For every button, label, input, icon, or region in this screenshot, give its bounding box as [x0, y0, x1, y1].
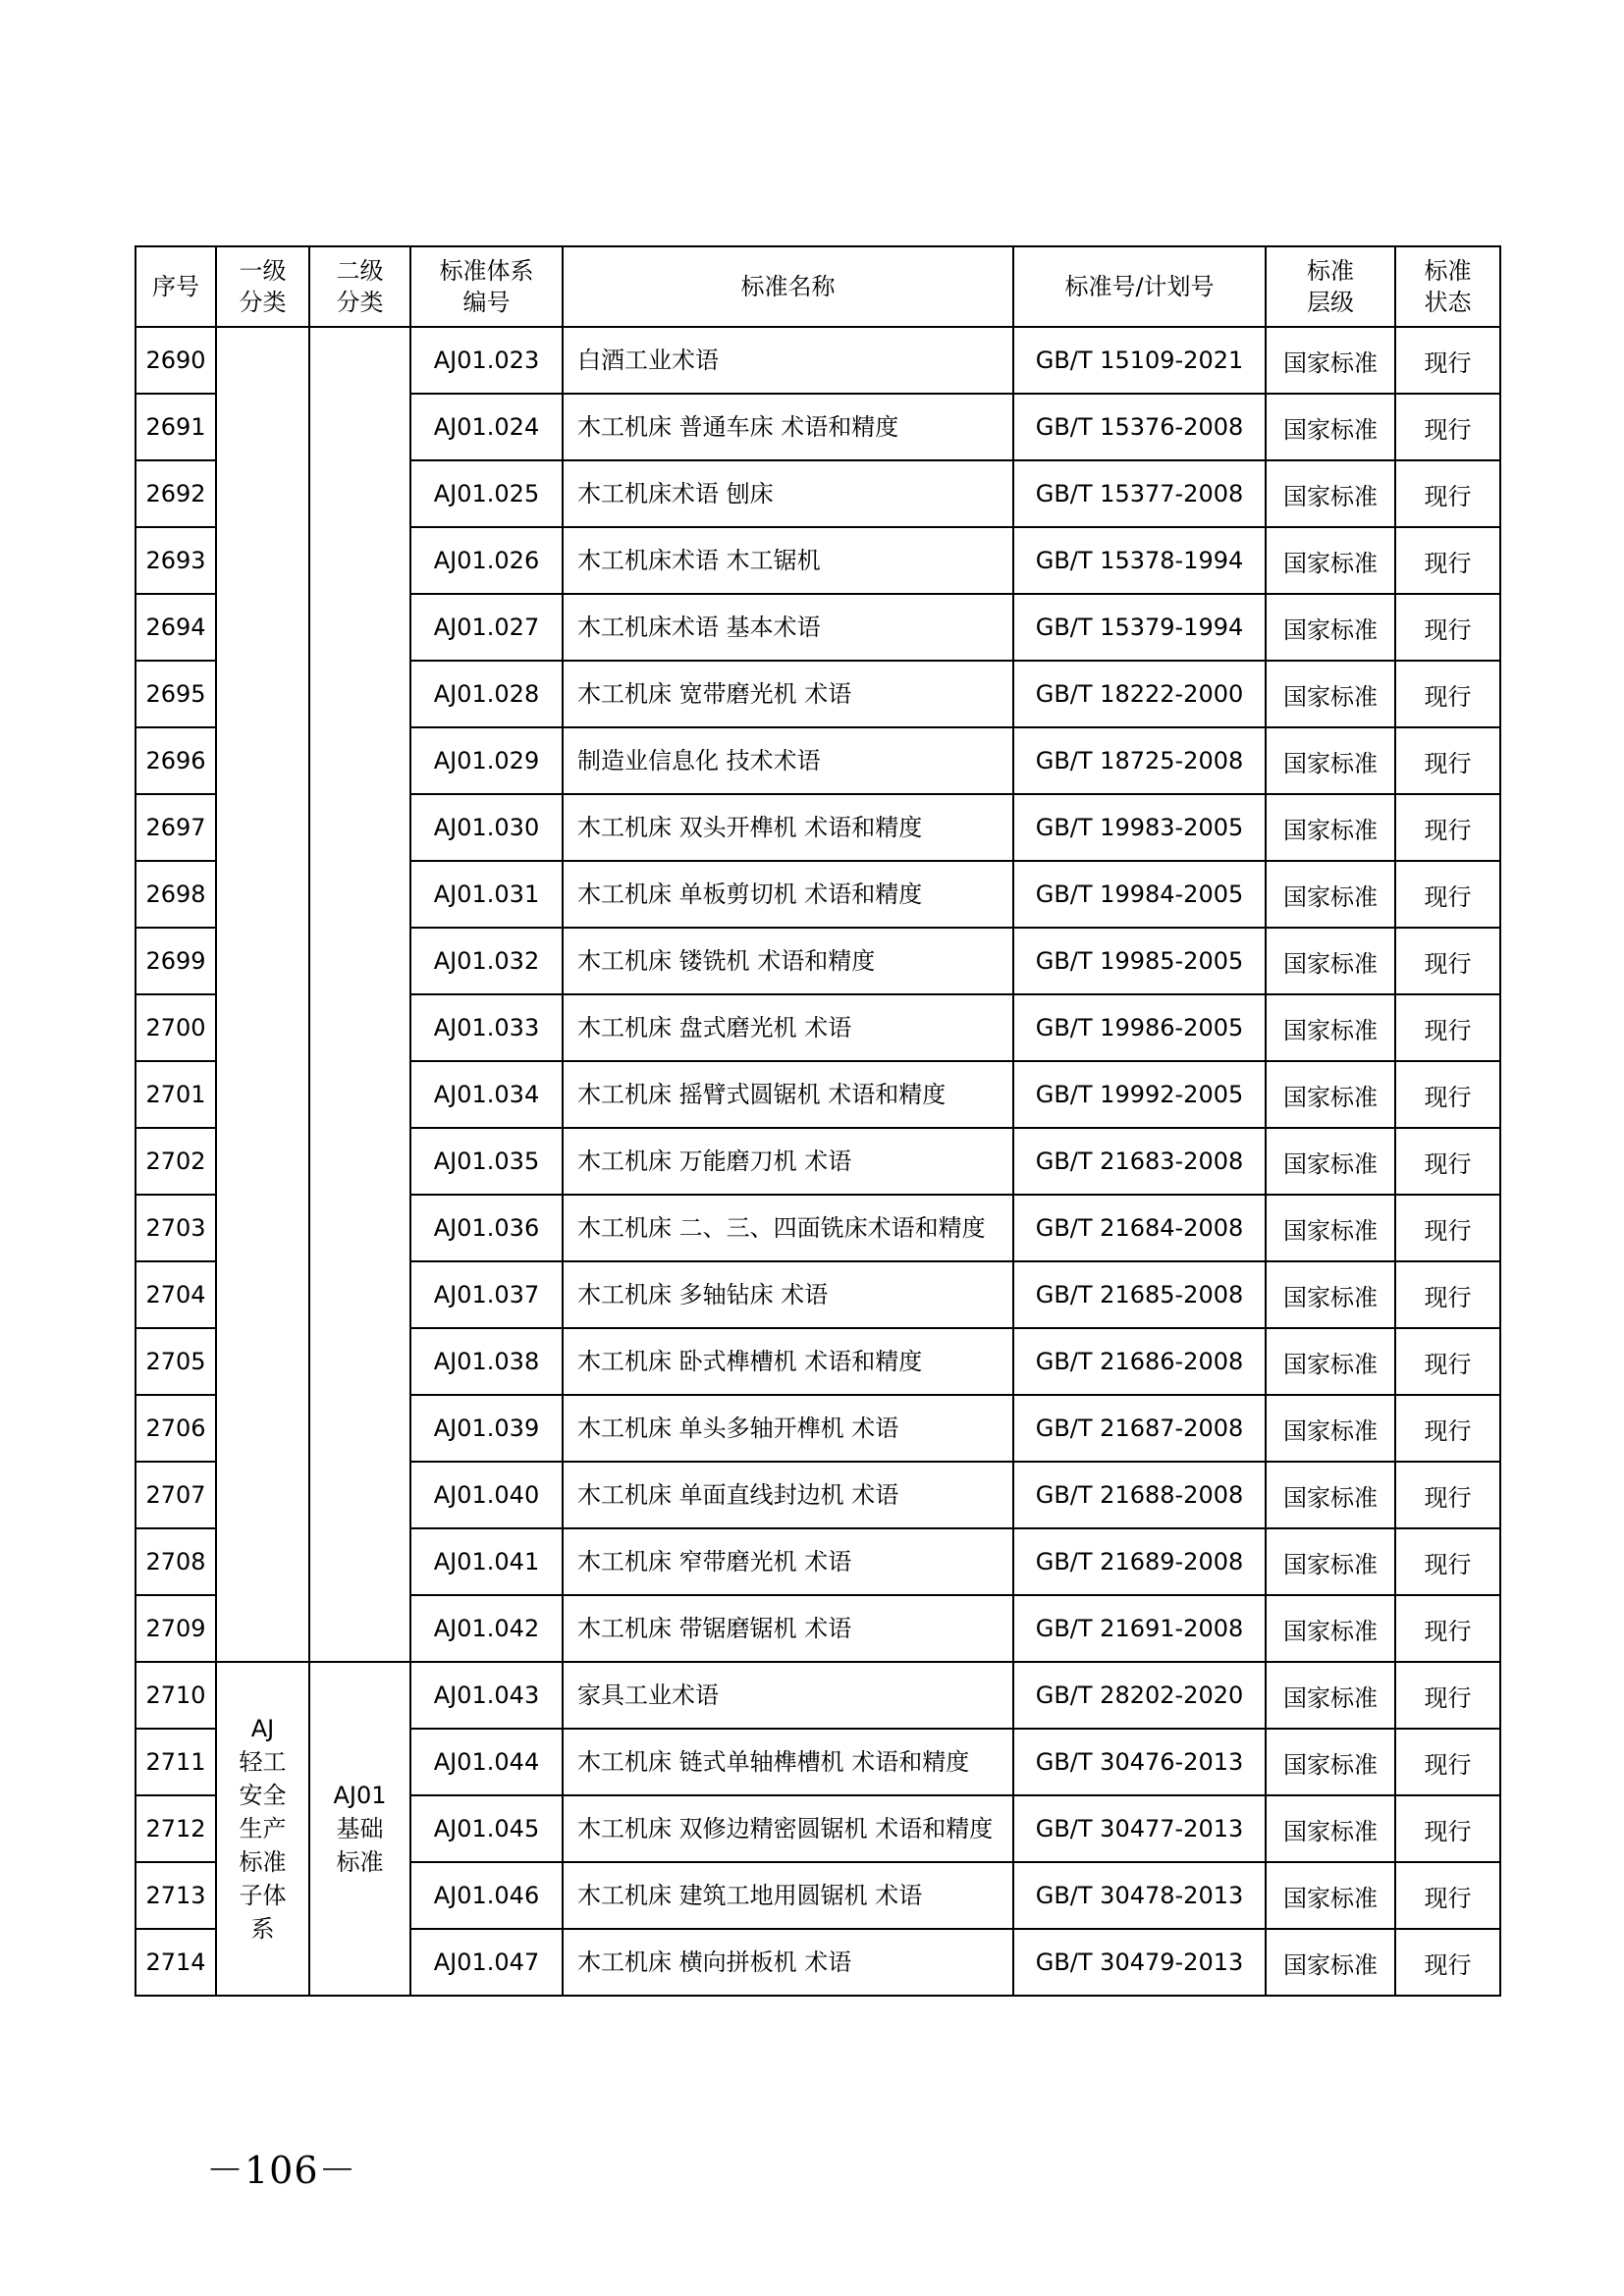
row-status: 现行	[1395, 1528, 1500, 1595]
row-standard-name: 家具工业术语	[563, 1662, 1013, 1729]
row-system-code: AJ01.034	[410, 1061, 563, 1128]
row-status: 现行	[1395, 1328, 1500, 1395]
row-seq: 2696	[135, 727, 216, 794]
row-status: 现行	[1395, 1729, 1500, 1795]
row-status: 现行	[1395, 327, 1500, 394]
category1-empty-cell	[216, 327, 309, 1662]
row-standard-name: 木工机床 万能磨刀机 术语	[563, 1128, 1013, 1195]
row-system-code: AJ01.041	[410, 1528, 563, 1595]
row-level: 国家标准	[1266, 1261, 1395, 1328]
row-standard-number: GB/T 30476-2013	[1013, 1729, 1266, 1795]
row-level: 国家标准	[1266, 594, 1395, 661]
row-standard-name: 木工机床 单头多轴开榫机 术语	[563, 1395, 1013, 1462]
row-standard-name: 木工机床 窄带磨光机 术语	[563, 1528, 1013, 1595]
row-standard-number: GB/T 19983-2005	[1013, 794, 1266, 861]
row-system-code: AJ01.046	[410, 1862, 563, 1929]
row-standard-name: 木工机床 带锯磨锯机 术语	[563, 1595, 1013, 1662]
row-level: 国家标准	[1266, 1862, 1395, 1929]
row-seq: 2706	[135, 1395, 216, 1462]
category1-cell	[216, 1662, 309, 1996]
row-seq: 2695	[135, 661, 216, 727]
row-level: 国家标准	[1266, 1061, 1395, 1128]
row-standard-name: 木工机床术语 刨床	[563, 460, 1013, 527]
row-standard-number: GB/T 19985-2005	[1013, 928, 1266, 994]
row-seq: 2713	[135, 1862, 216, 1929]
row-system-code: AJ01.044	[410, 1729, 563, 1795]
category1-line: 子体	[239, 1882, 287, 1909]
row-status: 现行	[1395, 1662, 1500, 1729]
row-level: 国家标准	[1266, 994, 1395, 1061]
row-level: 国家标准	[1266, 1195, 1395, 1261]
row-system-code: AJ01.035	[410, 1128, 563, 1195]
row-standard-name: 木工机床 单板剪切机 术语和精度	[563, 861, 1013, 928]
header-category2: 二级 分类	[309, 246, 410, 327]
row-level: 国家标准	[1266, 1729, 1395, 1795]
row-status: 现行	[1395, 1128, 1500, 1195]
row-level: 国家标准	[1266, 1395, 1395, 1462]
row-standard-number: GB/T 15376-2008	[1013, 394, 1266, 460]
row-standard-number: GB/T 21685-2008	[1013, 1261, 1266, 1328]
row-standard-number: GB/T 30478-2013	[1013, 1862, 1266, 1929]
row-level: 国家标准	[1266, 1462, 1395, 1528]
row-status: 现行	[1395, 460, 1500, 527]
header-status: 标准 状态	[1395, 246, 1500, 327]
row-seq: 2699	[135, 928, 216, 994]
row-system-code: AJ01.045	[410, 1795, 563, 1862]
row-seq: 2708	[135, 1528, 216, 1595]
row-seq: 2711	[135, 1729, 216, 1795]
category1-line: 标准	[239, 1848, 287, 1876]
row-standard-number: GB/T 30479-2013	[1013, 1929, 1266, 1996]
row-status: 现行	[1395, 1929, 1500, 1996]
row-level: 国家标准	[1266, 460, 1395, 527]
row-system-code: AJ01.039	[410, 1395, 563, 1462]
row-system-code: AJ01.031	[410, 861, 563, 928]
category1-line: 系	[250, 1915, 275, 1943]
row-system-code: AJ01.042	[410, 1595, 563, 1662]
row-seq: 2690	[135, 327, 216, 394]
row-standard-number: GB/T 15378-1994	[1013, 527, 1266, 594]
row-level: 国家标准	[1266, 727, 1395, 794]
row-system-code: AJ01.043	[410, 1662, 563, 1729]
row-status: 现行	[1395, 928, 1500, 994]
row-status: 现行	[1395, 994, 1500, 1061]
row-standard-number: GB/T 18725-2008	[1013, 727, 1266, 794]
row-standard-name: 木工机床 横向拼板机 术语	[563, 1929, 1013, 1996]
row-status: 现行	[1395, 1595, 1500, 1662]
row-system-code: AJ01.033	[410, 994, 563, 1061]
row-standard-name: 木工机床 盘式磨光机 术语	[563, 994, 1013, 1061]
row-system-code: AJ01.040	[410, 1462, 563, 1528]
header-category1: 一级 分类	[216, 246, 309, 327]
row-seq: 2714	[135, 1929, 216, 1996]
header-seq: 序号	[135, 246, 216, 327]
row-standard-number: GB/T 21688-2008	[1013, 1462, 1266, 1528]
row-seq: 2700	[135, 994, 216, 1061]
row-level: 国家标准	[1266, 661, 1395, 727]
page-number: －106－	[206, 2149, 357, 2192]
table-row	[135, 1662, 1500, 1729]
row-seq: 2694	[135, 594, 216, 661]
category1-line: AJ	[250, 1715, 275, 1742]
row-status: 现行	[1395, 1195, 1500, 1261]
row-standard-name: 木工机床术语 木工锯机	[563, 527, 1013, 594]
row-standard-number: GB/T 19984-2005	[1013, 861, 1266, 928]
row-system-code: AJ01.028	[410, 661, 563, 727]
row-standard-name: 制造业信息化 技术术语	[563, 727, 1013, 794]
row-standard-number: GB/T 21691-2008	[1013, 1595, 1266, 1662]
row-system-code: AJ01.030	[410, 794, 563, 861]
row-system-code: AJ01.029	[410, 727, 563, 794]
row-system-code: AJ01.032	[410, 928, 563, 994]
header-system-code: 标准体系 编号	[410, 246, 563, 327]
row-status: 现行	[1395, 1462, 1500, 1528]
row-seq: 2705	[135, 1328, 216, 1395]
row-status: 现行	[1395, 661, 1500, 727]
row-status: 现行	[1395, 794, 1500, 861]
row-status: 现行	[1395, 394, 1500, 460]
row-standard-name: 木工机床 链式单轴榫槽机 术语和精度	[563, 1729, 1013, 1795]
category1-line: 安全	[239, 1782, 287, 1809]
row-standard-number: GB/T 15377-2008	[1013, 460, 1266, 527]
row-seq: 2691	[135, 394, 216, 460]
row-system-code: AJ01.037	[410, 1261, 563, 1328]
row-seq: 2698	[135, 861, 216, 928]
row-status: 现行	[1395, 527, 1500, 594]
row-seq: 2702	[135, 1128, 216, 1195]
row-level: 国家标准	[1266, 1795, 1395, 1862]
row-standard-number: GB/T 21686-2008	[1013, 1328, 1266, 1395]
row-level: 国家标准	[1266, 1528, 1395, 1595]
row-status: 现行	[1395, 1061, 1500, 1128]
row-standard-name: 木工机床 卧式榫槽机 术语和精度	[563, 1328, 1013, 1395]
row-system-code: AJ01.023	[410, 327, 563, 394]
row-level: 国家标准	[1266, 1662, 1395, 1729]
row-level: 国家标准	[1266, 928, 1395, 994]
row-level: 国家标准	[1266, 527, 1395, 594]
row-system-code: AJ01.027	[410, 594, 563, 661]
row-standard-name: 木工机床术语 基本术语	[563, 594, 1013, 661]
row-system-code: AJ01.026	[410, 527, 563, 594]
row-standard-name: 木工机床 双头开榫机 术语和精度	[563, 794, 1013, 861]
row-standard-number: GB/T 30477-2013	[1013, 1795, 1266, 1862]
row-seq: 2704	[135, 1261, 216, 1328]
row-standard-name: 木工机床 二、三、四面铣床术语和精度	[563, 1195, 1013, 1261]
row-standard-number: GB/T 19992-2005	[1013, 1061, 1266, 1128]
row-seq: 2701	[135, 1061, 216, 1128]
table-row	[135, 327, 1500, 394]
row-standard-number: GB/T 21684-2008	[1013, 1195, 1266, 1261]
row-level: 国家标准	[1266, 1595, 1395, 1662]
row-status: 现行	[1395, 861, 1500, 928]
row-standard-number: GB/T 28202-2020	[1013, 1662, 1266, 1729]
row-status: 现行	[1395, 1795, 1500, 1862]
row-status: 现行	[1395, 727, 1500, 794]
row-standard-number: GB/T 15379-1994	[1013, 594, 1266, 661]
row-status: 现行	[1395, 594, 1500, 661]
category2-empty-cell	[309, 327, 410, 1662]
row-level: 国家标准	[1266, 327, 1395, 394]
row-standard-number: GB/T 21689-2008	[1013, 1528, 1266, 1595]
row-system-code: AJ01.047	[410, 1929, 563, 1996]
category2-line: 标准	[336, 1848, 384, 1876]
row-system-code: AJ01.024	[410, 394, 563, 460]
row-seq: 2712	[135, 1795, 216, 1862]
header-row	[135, 246, 1500, 327]
row-standard-name: 白酒工业术语	[563, 327, 1013, 394]
row-seq: 2707	[135, 1462, 216, 1528]
row-standard-name: 木工机床 双修边精密圆锯机 术语和精度	[563, 1795, 1013, 1862]
row-standard-name: 木工机床 镂铣机 术语和精度	[563, 928, 1013, 994]
row-level: 国家标准	[1266, 794, 1395, 861]
row-standard-name: 木工机床 宽带磨光机 术语	[563, 661, 1013, 727]
category2-line: AJ01	[333, 1782, 387, 1809]
row-status: 现行	[1395, 1395, 1500, 1462]
row-system-code: AJ01.025	[410, 460, 563, 527]
category2-line: 基础	[336, 1815, 384, 1842]
table-body	[135, 327, 1500, 1996]
row-standard-number: GB/T 21687-2008	[1013, 1395, 1266, 1462]
header-standard-number: 标准号/计划号	[1013, 246, 1266, 327]
row-seq: 2709	[135, 1595, 216, 1662]
row-seq: 2703	[135, 1195, 216, 1261]
row-level: 国家标准	[1266, 861, 1395, 928]
row-seq: 2710	[135, 1662, 216, 1729]
standards-table	[135, 245, 1501, 1997]
row-seq: 2692	[135, 460, 216, 527]
row-standard-number: GB/T 15109-2021	[1013, 327, 1266, 394]
row-standard-name: 木工机床 单面直线封边机 术语	[563, 1462, 1013, 1528]
category1-line: 轻工	[239, 1748, 287, 1776]
row-system-code: AJ01.036	[410, 1195, 563, 1261]
row-standard-name: 木工机床 摇臂式圆锯机 术语和精度	[563, 1061, 1013, 1128]
row-standard-name: 木工机床 建筑工地用圆锯机 术语	[563, 1862, 1013, 1929]
row-system-code: AJ01.038	[410, 1328, 563, 1395]
row-standard-name: 木工机床 多轴钻床 术语	[563, 1261, 1013, 1328]
row-status: 现行	[1395, 1862, 1500, 1929]
header-standard-name: 标准名称	[563, 246, 1013, 327]
row-standard-number: GB/T 18222-2000	[1013, 661, 1266, 727]
row-seq: 2693	[135, 527, 216, 594]
category1-line: 生产	[239, 1815, 287, 1842]
row-level: 国家标准	[1266, 1328, 1395, 1395]
category2-cell	[309, 1662, 410, 1996]
row-seq: 2697	[135, 794, 216, 861]
header-level: 标准 层级	[1266, 246, 1395, 327]
row-standard-name: 木工机床 普通车床 术语和精度	[563, 394, 1013, 460]
row-level: 国家标准	[1266, 394, 1395, 460]
row-status: 现行	[1395, 1261, 1500, 1328]
row-level: 国家标准	[1266, 1929, 1395, 1996]
row-standard-number: GB/T 19986-2005	[1013, 994, 1266, 1061]
row-standard-number: GB/T 21683-2008	[1013, 1128, 1266, 1195]
row-level: 国家标准	[1266, 1128, 1395, 1195]
